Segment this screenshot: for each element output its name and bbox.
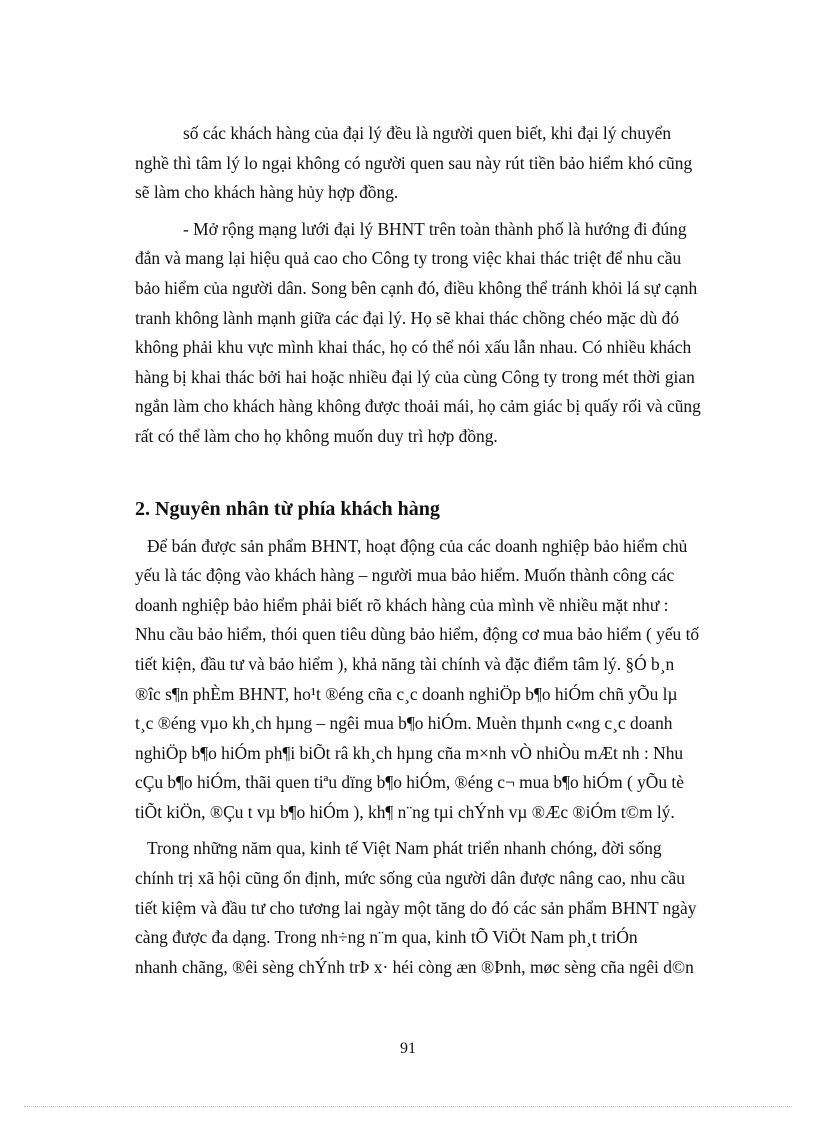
section-heading: 2. Nguyên nhân từ phía khách hàng bbox=[135, 497, 440, 520]
text-line: càng được đa dạng. Trong nh÷ng n¨m qua, kinh tÕ ViÖt Nam ph¸t triÓn bbox=[135, 927, 638, 948]
text-line: sẽ làm cho khách hàng hủy hợp đồng. bbox=[135, 182, 399, 203]
text-line: không phải khu vực mình khai thác, họ có thể nói xấu lẫn nhau. Có nhiều khách bbox=[135, 337, 692, 358]
text-line: tiÕt kiÖn, ®Çu t vµ b¶o hiÓm ), kh¶ n¨ng tµi chÝnh vµ ®Æc ®iÓm t©m lý. bbox=[135, 801, 675, 822]
heading-gap bbox=[135, 524, 770, 532]
text-line: - Mở rộng mạng lưới đại lý BHNT trên toàn thành phố là hướng đi đúng bbox=[183, 218, 687, 239]
paragraph-agent-customers bbox=[135, 119, 770, 208]
paragraph-customer-influence bbox=[135, 532, 770, 828]
paragraph-agent-network bbox=[135, 215, 770, 452]
text-line: cÇu b¶o hiÓm, thãi quen tiªu dïng b¶o hiÓm, ®éng c¬ mua b¶o hiÓm ( yÕu tè bbox=[135, 772, 684, 793]
text-line: hàng bị khai thác bởi hai hoặc nhiều đại lý của cùng Công ty trong mét thời gian bbox=[135, 366, 695, 387]
text-line: Nhu cầu bảo hiểm, thói quen tiêu dùng bảo hiểm, động cơ mua bảo hiểm ( yếu tố bbox=[135, 624, 700, 645]
text-line: ngắn làm cho khách hàng không được thoải mái, họ cảm giác bị quấy rối và cũng bbox=[135, 396, 701, 417]
page-number: 91 bbox=[400, 1040, 416, 1057]
text-line: tiết kiện, đầu tư và bảo hiểm ), khả năng tài chính và đặc điểm tâm lý. §Ó b¸n bbox=[135, 653, 675, 674]
text-line: Trong những năm qua, kinh tế Việt Nam phát triển nhanh chóng, đời sống bbox=[147, 838, 662, 859]
text-line: Để bán được sản phẩm BHNT, hoạt động của các doanh nghiệp bảo hiểm chủ bbox=[147, 535, 688, 556]
text-line: đắn và mang lại hiệu quả cao cho Công ty trong việc khai thác triệt để nhu cầu bbox=[135, 248, 682, 269]
text-line: nghề thì tâm lý lo ngại không có người quen sau này rút tiền bảo hiểm khó cũng bbox=[135, 152, 693, 173]
text-line: yếu là tác động vào khách hàng – người mua bảo hiểm. Muốn thành công các bbox=[135, 565, 675, 586]
text-line: doanh nghiệp bảo hiểm phải biết rõ khách hàng của mình về nhiều mặt như : bbox=[135, 594, 669, 615]
text-line: rất có thể làm cho họ không muốn duy trì hợp đồng. bbox=[135, 425, 498, 446]
text-line: t¸c ®éng vµo kh¸ch hµng – ngêi mua b¶o hiÓm. Muèn thµnh c«ng c¸c doanh bbox=[135, 713, 673, 734]
text-line: chính trị xã hội cũng ổn định, mức sống của người dân được nâng cao, nhu cầu bbox=[135, 868, 685, 889]
text-line: số các khách hàng của đại lý đều là người quen biết, khi đại lý chuyển bbox=[183, 123, 672, 143]
text-line: bảo hiểm của người dân. Song bên cạnh đó, điều không thể tránh khỏi lá sự cạnh bbox=[135, 277, 698, 298]
paragraph-gap bbox=[135, 827, 770, 834]
text-line: tiết kiệm và đầu tư cho tương lai ngày một tăng do đó các sản phẩm BHNT ngày bbox=[135, 897, 697, 918]
section-gap bbox=[135, 452, 770, 494]
text-line: ®îc s¶n phÈm BHNT, ho¹t ®éng cña c¸c doanh nghiÖp b¶o hiÓm chñ yÕu lµ bbox=[135, 683, 678, 704]
text-line: nghiÖp b¶o hiÓm ph¶i biÕt râ kh¸ch hµng cña m×nh vÒ nhiÒu mÆt nh : Nhu bbox=[135, 742, 684, 763]
page-bottom-divider bbox=[24, 1106, 792, 1107]
paragraph-gap bbox=[135, 208, 770, 215]
paragraph-economic-growth bbox=[135, 834, 770, 982]
text-line: nhanh chãng, ®êi sèng chÝnh trÞ x· héi còng æn ®Þnh, møc sèng cña ngêi d©n bbox=[135, 956, 694, 977]
page-body bbox=[135, 119, 770, 982]
text-line: tranh không lành mạnh giữa các đại lý. Họ sẽ khai thác chồng chéo mặc dù đó bbox=[135, 307, 680, 328]
